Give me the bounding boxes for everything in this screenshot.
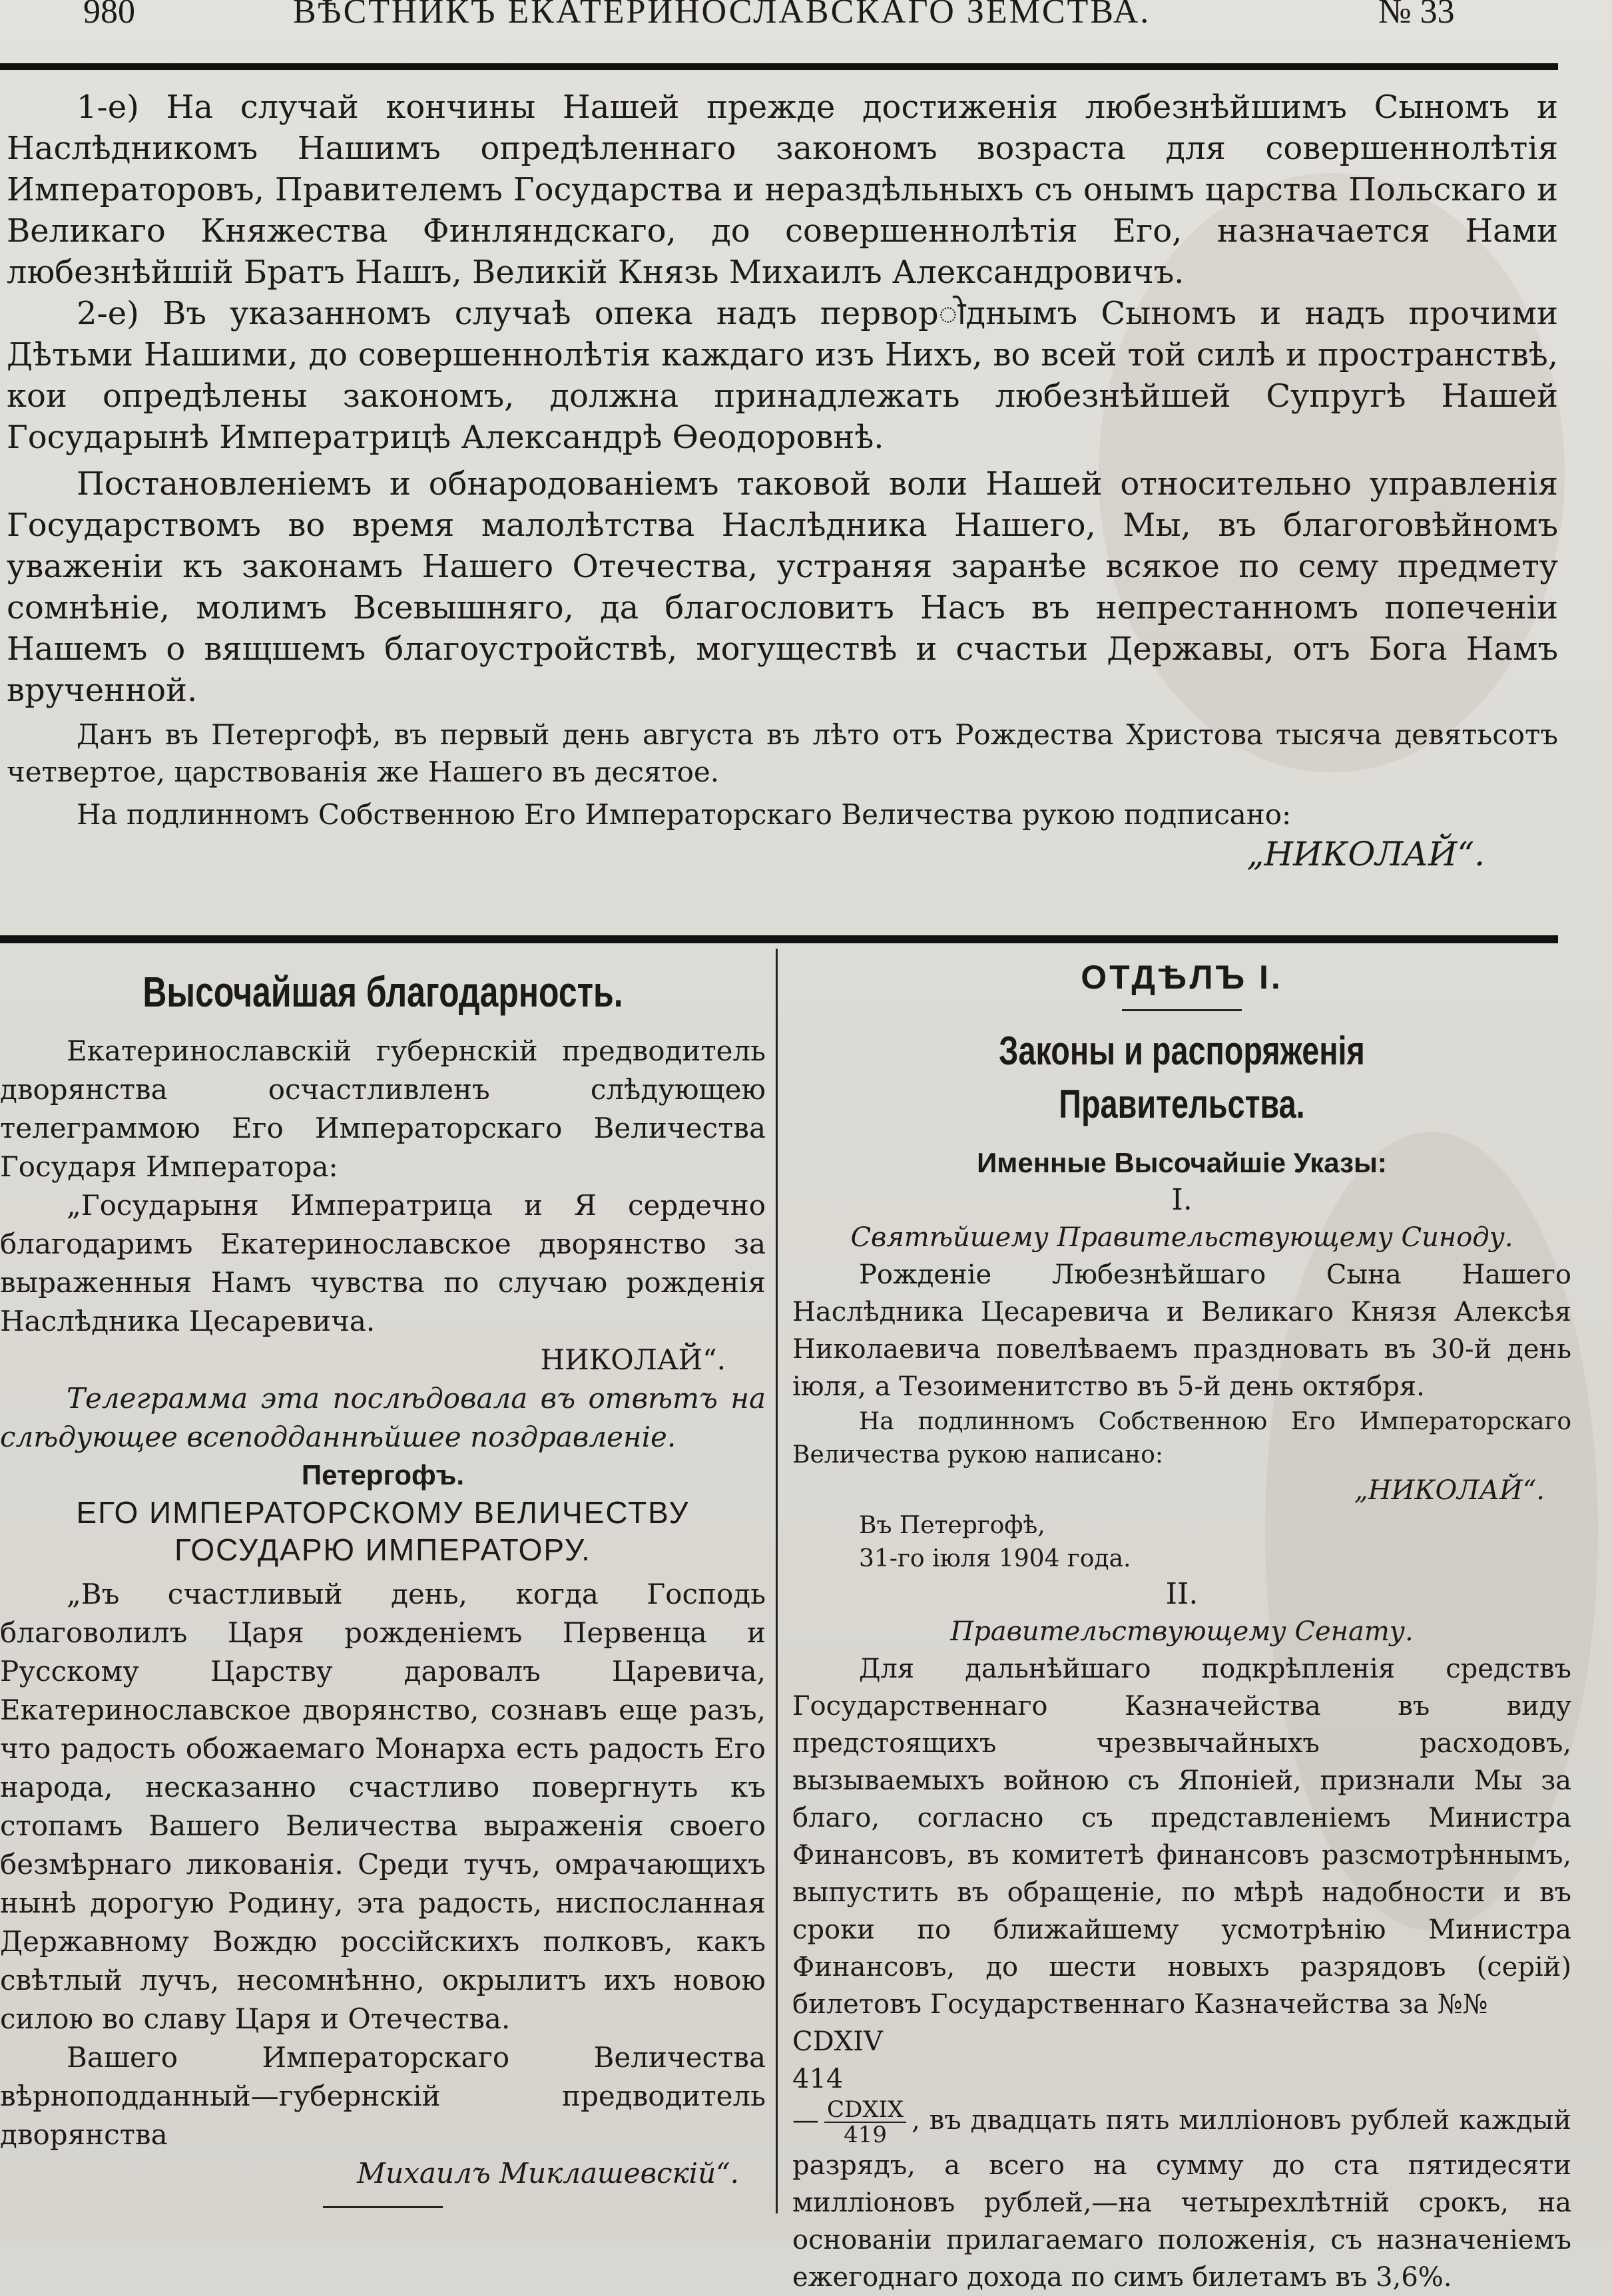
address-line-1: ЕГО ИМПЕРАТОРСКОМУ ВЕЛИЧЕСТВУ xyxy=(76,1495,690,1530)
decree-1-signature: „НИКОЛАЙ“. xyxy=(1354,1475,1545,1506)
congratulation-signer: Михаилъ Миклашевскій“. xyxy=(357,2157,739,2189)
manifesto-text xyxy=(7,87,1558,875)
telegram-signature: НИКОЛАЙ“. xyxy=(540,1343,726,1376)
series-2-arabic: 419 xyxy=(844,2122,888,2148)
manifesto-signature: „НИКОЛАЙ“. xyxy=(1246,835,1485,873)
decree-1-sign-line: На подлинномъ Собственною Его Императорскаго Величества рукою написано: xyxy=(792,1408,1571,1469)
series-1-arabic: 414 xyxy=(792,2064,844,2094)
right-column: ОТДѢЛЪ I. Законы и распоряженія Правительства. Именные Высочайшіе Указы: I. Святѣйшему Правительствующему Синоду. Рожденіе Любезнѣйшаго Сына Нашего Наслѣдника Цесаревича и Великаго Князя Алексѣя Николаевича повелѣваемъ праздновать въ 30-й день іюля, а Тезоименитство въ 5-й день октября. На подлинномъ Собственною Его Императорскаго Величества рукою написано: „НИКОЛАЙ“. Въ Петергофѣ, 31-го іюля 1904 года. II. Правительствующему Сенату. Для дальнѣйшаго подкрѣпленія средствъ Государственнаго Казначейства въ виду предстоящихъ чрезвычайныхъ расходовъ, вызываемыхъ войною съ Японіей, признали Мы за благо, согласно съ представленіемъ Министра Финансовъ, въ комитетѣ финансовъ разсмотрѣннымъ, выпустить въ обращеніе, по мѣрѣ надобности и въ сроки по ближайшему усмотрѣнію Министра Финансовъ, до шести новыхъ разрядовъ (серій) билетовъ Государственнаго Казначейства за №№ CDXIV 414 — $\frac{\text{CDXIX}}{419}$ , въ двадцать пять милліоновъ рублей каждый разрядъ, а всего на сумму до ста пятидесяти милліоновъ рублей,—на четырехлѣтній срокъ, на основаніи прилагаемаго положенія, съ назначеніемъ ежегоднаго дохода по симъ билетамъ въ 3,6%. xyxy=(792,959,1571,2293)
section-title: Законы и распоряженія Правительства. xyxy=(999,1029,1365,1126)
telegram-text: „Государыня Императрица и Я сердечно благодаримъ Екатеринославское дворянство за выраженныя Намъ чувства по случаю рожденія Наслѣдника Цесаревича. xyxy=(0,1189,766,1337)
congratulation-text: „Въ счастливый день, когда Господь благоволилъ Царя рожденіемъ Первенца и Русскому Царству даровалъ Царевича, Екатеринославское дворянство, сознавъ еще разъ, что радость обожаемаго Монарха есть радость Его народа, несказанно счастливо повергнуть къ стопамъ Вашего Величества выраженія своего безмѣрнаго ликованія. Среди тучъ, омрачающихъ нынѣ дорогую Родину, эта радость, ниспосланная Державному Вождю россійскихъ полковъ, какъ свѣтлый лучъ, несомнѣнно, окрылитъ ихъ новою силою во славу Царя и Отечества. xyxy=(0,1578,766,2035)
place-heading: Петергофъ. xyxy=(301,1459,465,1491)
decree-2-number: II. xyxy=(1165,1577,1199,1611)
decree-2-text xyxy=(792,1650,1571,2023)
manifesto-date: Данъ въ Петергофѣ, въ первый день августа въ лѣто отъ Рождества Христова тысяча девятьсотъ четвертое, царствованія же Нашего въ десятое. xyxy=(7,718,1558,788)
header-rule xyxy=(0,63,1558,70)
address-line-2: ГОСУДАРЮ ИМПЕРАТОРУ. xyxy=(174,1532,591,1567)
issue-number: № 33 xyxy=(1378,0,1455,31)
section-short-rule xyxy=(1122,1009,1242,1011)
decree-2-text-b: , въ двадцать пять милліоновъ рублей каждый разрядъ, а всего на сумму до ста пятидесяти милліоновъ рублей,—на четырехлѣтній срокъ, на основаніи прилагаемаго положенія, съ назначеніемъ ежегоднаго дохода по симъ билетамъ въ 3,6%. xyxy=(792,2105,1571,2293)
decree-1-date: 31-го іюля 1904 года. xyxy=(859,1545,1131,1572)
left-column xyxy=(0,959,766,2221)
congratulation-closing: Вашего Императорскаго Величества вѣрноподданный—губернскій предводитель дворянства xyxy=(0,2041,766,2151)
manifesto-paragraph-3: Постановленіемъ и обнародованіемъ таковой воли Нашей относительно управленія Государствомъ во время малолѣтства Наслѣдника Нашего, Мы, въ благоговѣйномъ уваженіи къ законамъ Нашего Отечества, устраняя заранѣе всякое по сему предмету сомнѣніе, молимъ Всевышняго, да благословитъ Насъ въ непрестанномъ попеченіи Нашемъ о вящшемъ благоустройствѣ, могуществѣ и счастьи Державы, отъ Бога Намъ врученной. xyxy=(7,465,1558,709)
page-number: 980 xyxy=(83,0,135,31)
decree-1-text: Рожденіе Любезнѣйшаго Сына Нашего Наслѣдника Цесаревича и Великаго Князя Алексѣя Николаевича повелѣваемъ праздновать въ 30-й день іюля, а Тезоименитство въ 5-й день октября. xyxy=(792,1260,1571,1402)
decree-2-recipient: Правительствующему Сенату. xyxy=(950,1616,1414,1647)
section-rule xyxy=(0,935,1558,943)
end-rule xyxy=(323,2206,443,2208)
gratitude-intro: Екатеринославскій губернскій предводитель дворянства осчастливленъ слѣдующею телеграммою Его Императорскаго Величества Государя Императора: xyxy=(0,1034,766,1183)
manifesto-sign-line: На подлинномъ Собственною Его Императорскаго Величества рукою подписано: xyxy=(77,798,1292,831)
manifesto-paragraph-1: 1-е) На случай кончины Нашей прежде достиженія любезнѣйшимъ Сыномъ и Наслѣдникомъ Нашимъ опредѣленнаго закономъ возраста для совершеннолѣтія Императоровъ, Правителемъ Государства и нераздѣльныхъ съ онымъ царства Польскаго и Великаго Княжества Финляндскаго, до совершеннолѣтія Его, назначается Нами любезнѣйшій Братъ Нашъ, Великій Князь Михаилъ Александровичъ. xyxy=(7,89,1558,291)
telegram-note: Телеграмма эта послѣдовала въ отвѣтъ на слѣдующее всеподданнѣйшее поздравленіе. xyxy=(0,1382,766,1453)
section-heading: ОТДѢЛЪ I. xyxy=(1081,959,1283,996)
series-2-roman: CDXIX xyxy=(824,2098,906,2123)
column-divider xyxy=(776,949,778,2213)
decree-1-place: Въ Петергофѣ, xyxy=(859,1512,1045,1539)
journal-title: ВѢСТНИКЪ ЕКАТЕРИНОСЛАВСКАГО ЗЕМСТВА. xyxy=(293,0,1151,31)
decree-1-number: I. xyxy=(1171,1183,1193,1217)
page-header xyxy=(0,0,1612,40)
manifesto-paragraph-2: 2-е) Въ указанномъ случаѣ опека надъ перворोднымъ Сыномъ и надъ прочими Дѣтьми Нашими, до совершеннолѣтія каждаго изъ Нихъ, во всей той силѣ и пространствѣ, кои опредѣлены закономъ, должна принадлежать любезнѣйшей Супругѣ Нашей Государынѣ Императрицѣ Александрѣ Ѳеодоровнѣ. xyxy=(7,295,1558,456)
decrees-title: Именные Высочайшіе Указы: xyxy=(977,1147,1387,1178)
series-1-roman: CDXIV xyxy=(792,2026,883,2057)
decree-1-recipient: Святѣйшему Правительствующему Синоду. xyxy=(850,1222,1513,1253)
series-fraction-2 xyxy=(824,2098,906,2147)
gratitude-title: Высочайшая благодарность. xyxy=(142,968,623,1016)
decree-2-text-a: Для дальнѣйшаго подкрѣпленія средствъ Государственнаго Казначейства въ виду предстоящихъ чрезвычайныхъ расходовъ, вызываемыхъ войною съ Японіей, признали Мы за благо, согласно съ представленіемъ Министра Финансовъ, въ комитетѣ финансовъ разсмотрѣннымъ, выпустить въ обращеніе, по мѣрѣ надобности и въ сроки по ближайшему усмотрѣнію Министра Финансовъ, до шести новыхъ разрядовъ (серій) билетовъ Государственнаго Казначейства за №№ xyxy=(792,1654,1571,2020)
